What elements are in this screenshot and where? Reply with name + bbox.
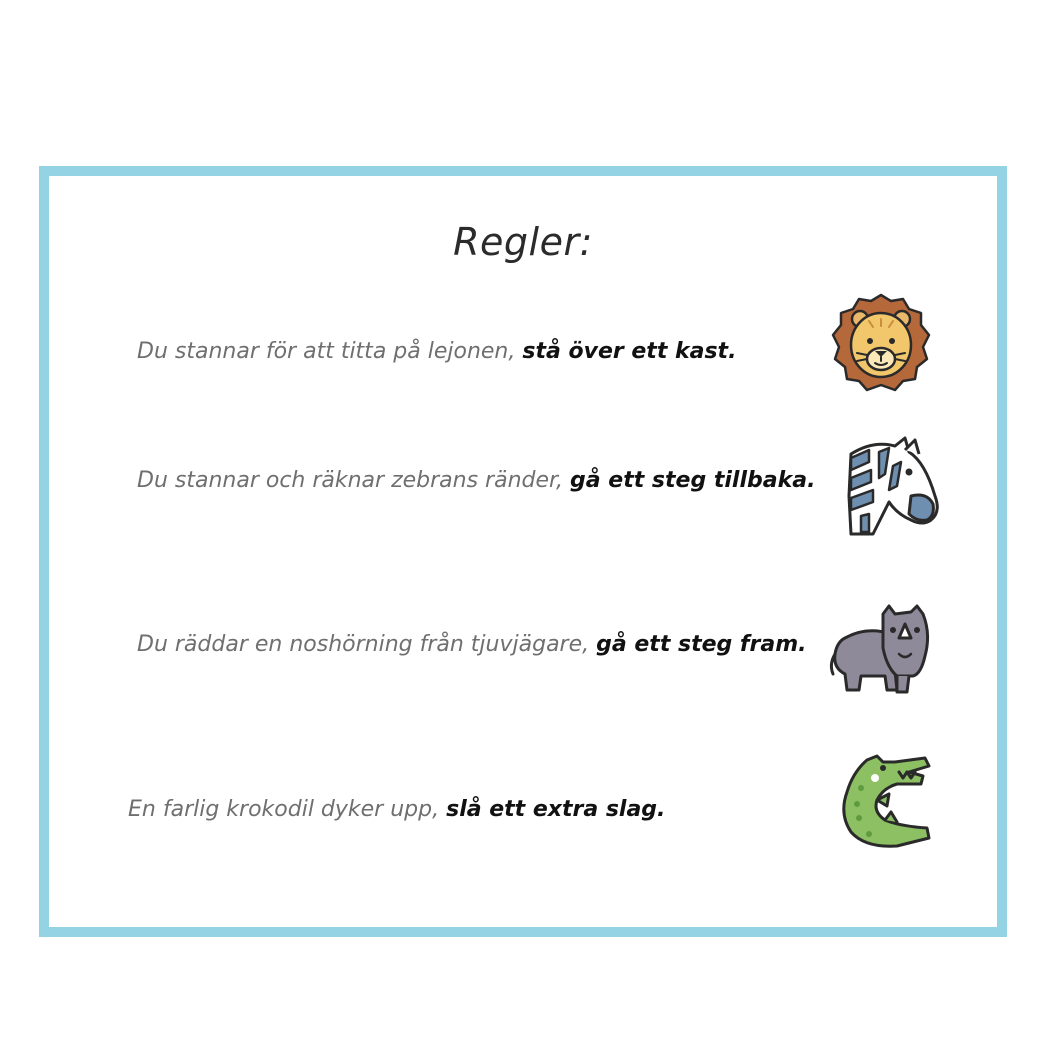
lion-icon <box>831 291 931 393</box>
rule-condition: Du räddar en noshörning från tjuvjägare, <box>137 632 590 657</box>
page-title: Regler: <box>453 220 593 264</box>
rule-crocodile <box>128 797 665 822</box>
rhino-icon <box>827 604 933 700</box>
crocodile-icon <box>837 754 933 852</box>
rule-action: slå ett extra slag. <box>446 797 666 822</box>
zebra-icon <box>839 436 943 540</box>
rule-action: gå ett steg tillbaka. <box>570 468 816 493</box>
rule-zebra <box>137 468 815 493</box>
rule-condition: Du stannar och räknar zebrans ränder, <box>137 468 564 493</box>
rule-rhino <box>137 632 806 657</box>
rule-lion <box>137 339 736 364</box>
rule-action: stå över ett kast. <box>522 339 737 364</box>
rules-card <box>39 166 1007 937</box>
rule-action: gå ett steg fram. <box>596 632 807 657</box>
rule-condition: En farlig krokodil dyker upp, <box>128 797 440 822</box>
rule-condition: Du stannar för att titta på lejonen, <box>137 339 516 364</box>
